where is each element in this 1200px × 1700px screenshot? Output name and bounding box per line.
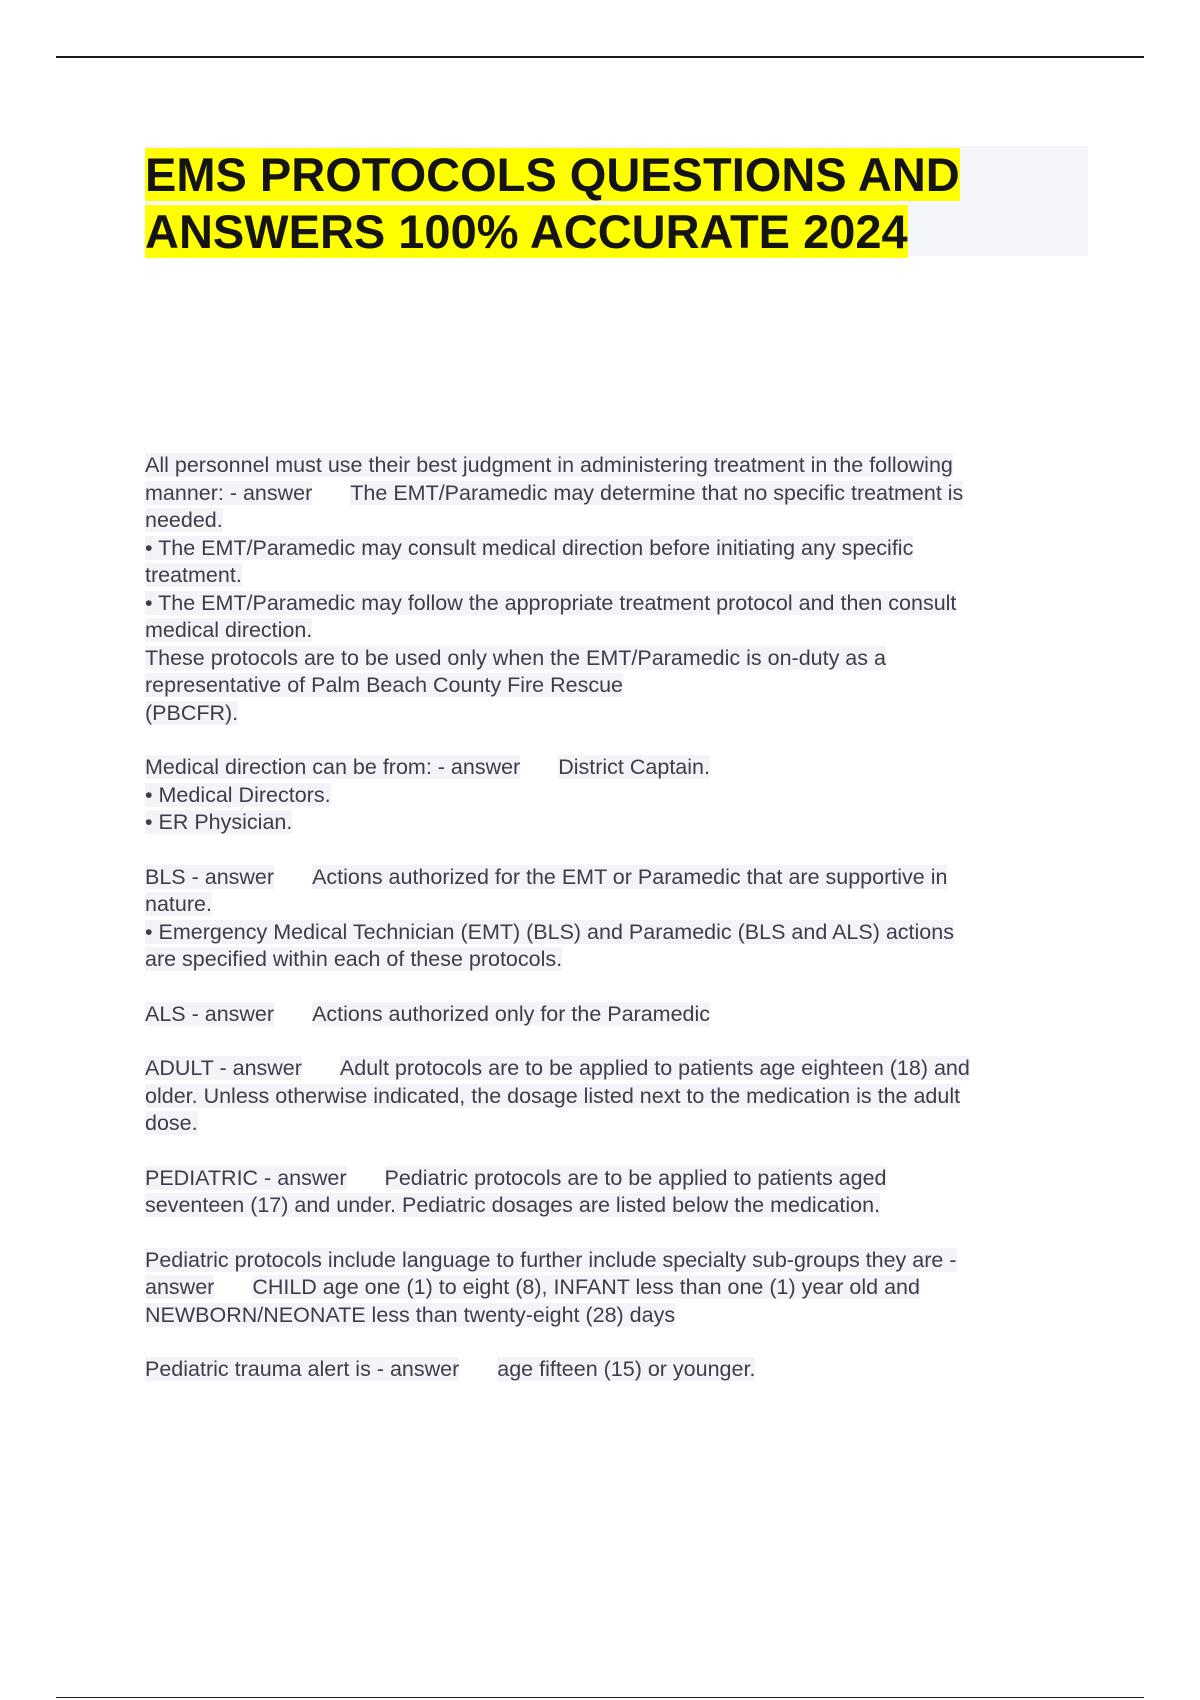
qa-text: are specified within each of these protocols. <box>145 947 563 971</box>
qa-text: • Medical Directors. <box>145 782 331 807</box>
qa-question: manner: - answer <box>145 480 313 505</box>
title-block <box>145 146 1088 256</box>
qa-answer: The EMT/Paramedic may determine that no specific treatment is <box>350 480 964 505</box>
qa-text: dose. <box>145 1111 198 1135</box>
qa-list <box>145 452 1085 1411</box>
qa-text: treatment. <box>145 563 242 587</box>
qa-question: PEDIATRIC - answer <box>145 1165 347 1190</box>
qa-answer: Actions authorized for the EMT or Paramedic that are supportive in <box>312 864 948 889</box>
qa-question: answer <box>145 1275 215 1299</box>
qa-item <box>145 1165 1085 1220</box>
qa-answer: age fifteen (15) or younger. <box>497 1357 756 1381</box>
qa-text: All personnel must use their best judgment in administering treatment in the following <box>145 453 953 477</box>
qa-text: (PBCFR). <box>145 700 239 725</box>
qa-item <box>145 1247 1085 1330</box>
qa-question: ADULT - answer <box>145 1056 302 1080</box>
qa-question: Pediatric protocols include language to further include specialty sub-groups they are - <box>145 1247 957 1272</box>
qa-text: medical direction. <box>145 618 313 642</box>
qa-item <box>145 754 1085 837</box>
qa-text: representative of Palm Beach County Fire Rescue <box>145 673 624 697</box>
title-line-1: EMS PROTOCOLS QUESTIONS AND <box>145 148 960 201</box>
qa-item <box>145 864 1085 974</box>
qa-text: nature. <box>145 892 212 916</box>
qa-question: Medical direction can be from: - answer <box>145 755 521 779</box>
qa-text: older. Unless otherwise indicated, the dosage listed next to the medication is the adult <box>145 1083 961 1108</box>
qa-answer: District Captain. <box>558 755 710 779</box>
title-line-2: ANSWERS 100% ACCURATE 2024 <box>145 205 908 258</box>
qa-answer: Actions authorized only for the Paramedic <box>312 1001 711 1026</box>
qa-item <box>145 1001 1085 1029</box>
bottom-rule <box>56 1697 1144 1698</box>
qa-answer: Adult protocols are to be applied to patients age eighteen (18) and <box>339 1056 970 1080</box>
qa-text: needed. <box>145 508 223 532</box>
qa-text: • ER Physician. <box>145 810 293 834</box>
qa-item <box>145 1356 1085 1384</box>
qa-text: • The EMT/Paramedic may follow the appropriate treatment protocol and then consult <box>145 590 957 615</box>
qa-question: Pediatric trauma alert is - answer <box>145 1357 460 1381</box>
qa-answer: Pediatric protocols are to be applied to patients aged <box>384 1165 887 1190</box>
qa-text: • Emergency Medical Technician (EMT) (BLS) and Paramedic (BLS and ALS) actions <box>145 919 954 944</box>
qa-question: ALS - answer <box>145 1001 275 1026</box>
qa-item <box>145 1055 1085 1138</box>
qa-text: • The EMT/Paramedic may consult medical direction before initiating any specific <box>145 535 914 560</box>
qa-text: These protocols are to be used only when the EMT/Paramedic is on-duty as a <box>145 645 886 670</box>
qa-text: NEWBORN/NEONATE less than twenty-eight (28) days <box>145 1302 676 1327</box>
document-title <box>145 146 1088 260</box>
qa-answer: CHILD age one (1) to eight (8), INFANT less than one (1) year old and <box>252 1275 920 1299</box>
top-rule <box>56 56 1144 58</box>
qa-text: seventeen (17) and under. Pediatric dosages are listed below the medication. <box>145 1193 881 1217</box>
qa-question: BLS - answer <box>145 864 275 889</box>
qa-item <box>145 452 1085 727</box>
